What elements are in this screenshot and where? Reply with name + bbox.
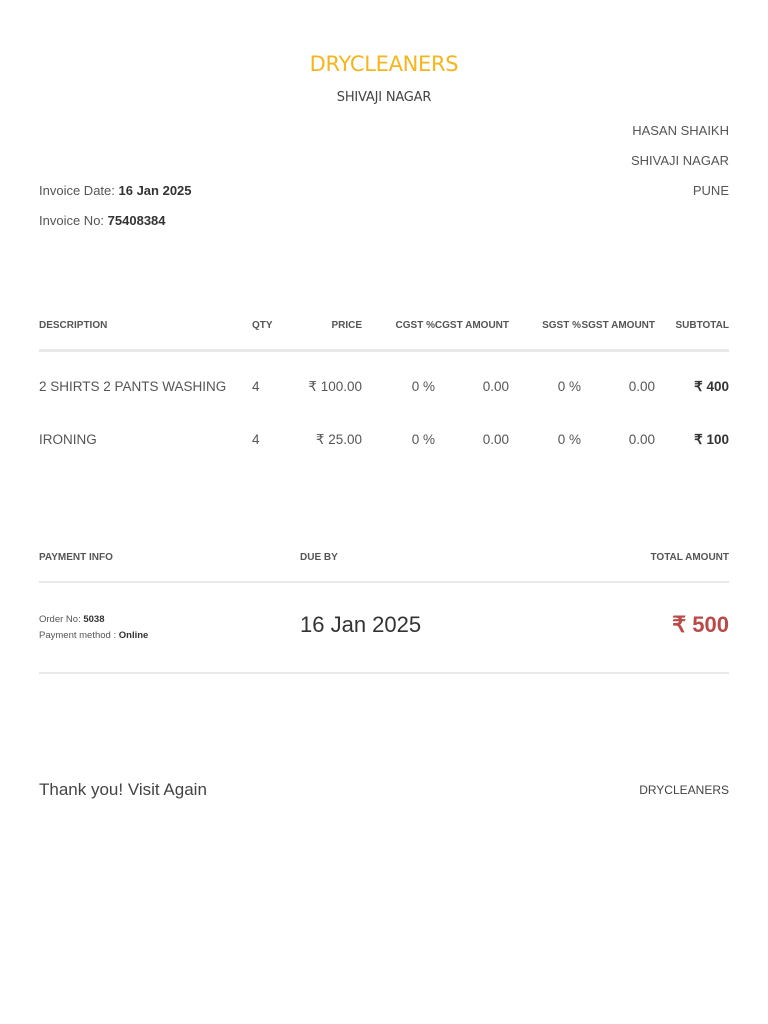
store-name: DRYCLEANERS <box>309 52 459 76</box>
invoice-date-label: Invoice Date: <box>39 183 115 198</box>
invoice-number <box>39 213 166 228</box>
customer-name: HASAN SHAIKH <box>632 123 729 138</box>
header-divider <box>39 349 729 352</box>
due-date: 16 Jan 2025 <box>300 612 422 637</box>
row-1-cgst-pct: 0 % <box>411 379 435 394</box>
row-1-qty: 4 <box>252 379 260 394</box>
row-1-subtotal: ₹ 400 <box>694 379 729 394</box>
payment-method-value: Online <box>118 630 149 641</box>
thank-you-message: Thank you! Visit Again <box>39 780 207 799</box>
order-number-value: 5038 <box>83 614 105 625</box>
row-2-description: IRONING <box>39 432 97 447</box>
invoice-number-value: 75408384 <box>107 213 166 228</box>
col-description: DESCRIPTION <box>39 320 108 331</box>
invoice-number-label: Invoice No: <box>39 213 105 228</box>
row-1-price: ₹ 100.00 <box>308 379 362 394</box>
row-2-price: ₹ 25.00 <box>315 432 362 447</box>
order-number <box>39 614 105 625</box>
col-qty: QTY <box>252 320 273 331</box>
row-1-description: 2 SHIRTS 2 PANTS WASHING <box>39 379 227 394</box>
customer-city: PUNE <box>692 183 729 198</box>
row-2-cgst-amount: 0.00 <box>482 432 509 447</box>
store-branch: SHIVAJI NAGAR <box>336 90 432 105</box>
payment-method <box>39 630 148 641</box>
customer-area: SHIVAJI NAGAR <box>630 153 729 168</box>
summary-divider-top <box>39 581 729 583</box>
row-2-cgst-pct: 0 % <box>411 432 435 447</box>
footer-brand: DRYCLEANERS <box>639 783 729 797</box>
order-number-label: Order No: <box>39 614 81 625</box>
row-2-qty: 4 <box>252 432 260 447</box>
payment-method-label: Payment method : <box>39 630 117 641</box>
col-sgst-amount: SGST AMOUNT <box>581 320 655 331</box>
col-price: PRICE <box>331 320 362 331</box>
row-2-subtotal: ₹ 100 <box>694 432 729 447</box>
invoice-date <box>39 183 192 198</box>
total-amount: ₹ 500 <box>672 612 729 637</box>
total-amount-label: TOTAL AMOUNT <box>650 552 729 563</box>
row-1-cgst-amount: 0.00 <box>482 379 509 394</box>
col-sgst-pct: SGST % <box>542 320 581 331</box>
due-by-label: DUE BY <box>300 552 338 563</box>
row-2-sgst-pct: 0 % <box>557 432 581 447</box>
row-2-sgst-amount: 0.00 <box>628 432 655 447</box>
row-1-sgst-amount: 0.00 <box>628 379 655 394</box>
summary-divider-bottom <box>39 672 729 674</box>
invoice-date-value: 16 Jan 2025 <box>118 183 192 198</box>
col-cgst-amount: CGST AMOUNT <box>434 320 509 331</box>
payment-info-label: PAYMENT INFO <box>39 552 113 563</box>
row-1-sgst-pct: 0 % <box>557 379 581 394</box>
col-subtotal: SUBTOTAL <box>675 320 729 331</box>
col-cgst-pct: CGST % <box>395 320 435 331</box>
